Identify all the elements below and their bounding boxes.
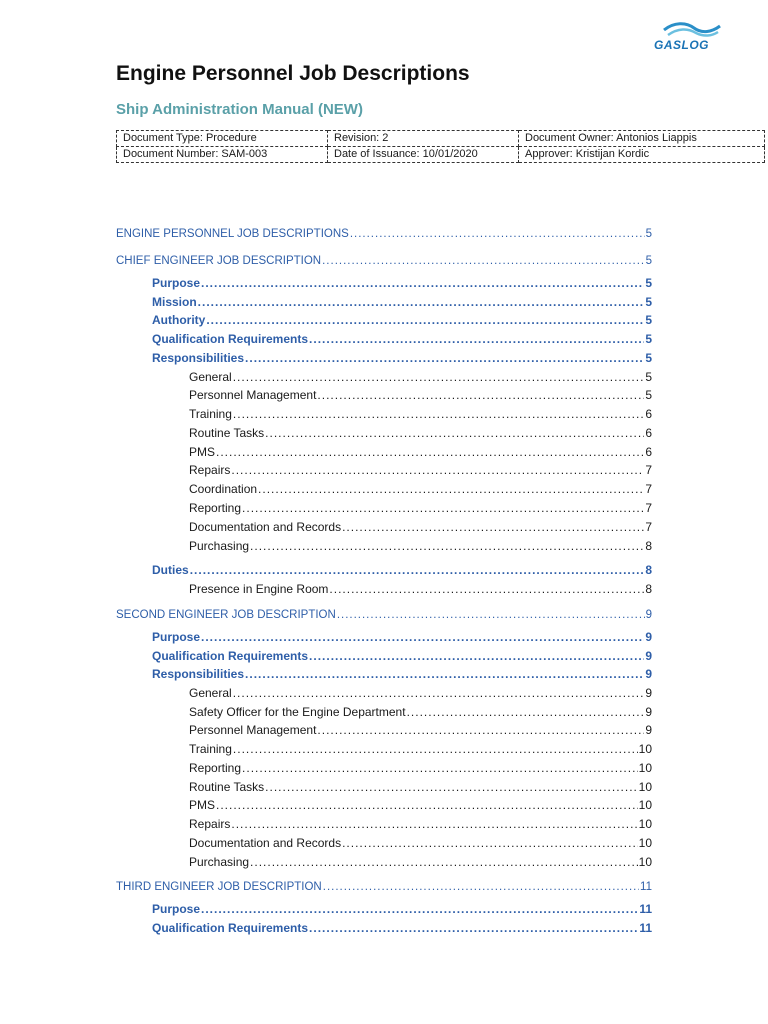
toc-entry[interactable] bbox=[189, 407, 652, 421]
toc-entry-page-number: 10 bbox=[638, 780, 652, 794]
toc-entry-page-number: 8 bbox=[645, 563, 652, 577]
toc-entry-label: Purpose bbox=[152, 902, 201, 916]
document-type-cell: Document Type: Procedure bbox=[117, 131, 328, 147]
toc-entry[interactable] bbox=[189, 501, 652, 515]
toc-entry-page-number: 5 bbox=[645, 276, 652, 290]
toc-entry[interactable] bbox=[152, 313, 652, 327]
toc-entry-label: Training bbox=[189, 742, 232, 756]
toc-dot-leader bbox=[258, 482, 644, 496]
toc-entry[interactable] bbox=[152, 630, 652, 644]
toc-entry-label: Repairs bbox=[189, 817, 231, 831]
toc-dot-leader bbox=[342, 520, 644, 534]
toc-entry[interactable] bbox=[152, 902, 652, 916]
toc-entry-label: Responsibilities bbox=[152, 351, 245, 365]
toc-entry-page-number: 10 bbox=[638, 742, 652, 756]
document-title: Engine Personnel Job Descriptions bbox=[116, 62, 470, 85]
toc-entry-label: Authority bbox=[152, 313, 206, 327]
toc-entry-label: Reporting bbox=[189, 761, 242, 775]
toc-entry-label: Routine Tasks bbox=[189, 426, 265, 440]
toc-entry-label: Repairs bbox=[189, 463, 231, 477]
toc-dot-leader bbox=[242, 761, 638, 775]
toc-entry[interactable] bbox=[152, 351, 652, 365]
date-of-issuance-cell: Date of Issuance: 10/01/2020 bbox=[328, 147, 519, 163]
toc-entry-label: Safety Officer for the Engine Department bbox=[189, 705, 406, 719]
toc-dot-leader bbox=[242, 501, 644, 515]
toc-dot-leader bbox=[309, 921, 638, 935]
toc-entry-label: Purchasing bbox=[189, 539, 250, 553]
toc-entry-label: Purpose bbox=[152, 276, 201, 290]
toc-entry-page-number: 6 bbox=[645, 407, 652, 421]
toc-entry-label: ENGINE PERSONNEL JOB DESCRIPTIONS bbox=[116, 228, 349, 240]
toc-entry-page-number: 5 bbox=[645, 295, 652, 309]
toc-entry-label: Responsibilities bbox=[152, 667, 245, 681]
toc-entry[interactable] bbox=[152, 276, 652, 290]
toc-entry-page-number: 7 bbox=[645, 520, 652, 534]
toc-entry[interactable] bbox=[189, 761, 652, 775]
toc-entry[interactable] bbox=[152, 921, 652, 935]
toc-dot-leader bbox=[216, 445, 644, 459]
toc-dot-leader bbox=[245, 667, 644, 681]
toc-entry-page-number: 11 bbox=[640, 881, 652, 893]
toc-entry-page-number: 5 bbox=[645, 313, 652, 327]
toc-dot-leader bbox=[265, 780, 637, 794]
toc-entry-label: Personnel Management bbox=[189, 388, 317, 402]
toc-entry[interactable] bbox=[189, 723, 652, 737]
logo-text: GASLOG bbox=[654, 38, 710, 52]
toc-entry[interactable] bbox=[189, 582, 652, 596]
toc-dot-leader bbox=[201, 276, 644, 290]
toc-entry-label: General bbox=[189, 686, 232, 700]
toc-dot-leader bbox=[309, 649, 644, 663]
toc-dot-leader bbox=[245, 351, 644, 365]
toc-entry-label: Documentation and Records bbox=[189, 520, 342, 534]
toc-entry[interactable] bbox=[116, 228, 652, 240]
toc-entry[interactable] bbox=[189, 686, 652, 700]
toc-dot-leader bbox=[337, 609, 645, 621]
toc-entry[interactable] bbox=[189, 836, 652, 850]
toc-entry-label: PMS bbox=[189, 798, 216, 812]
toc-dot-leader bbox=[233, 370, 645, 384]
toc-dot-leader bbox=[323, 881, 639, 893]
toc-dot-leader bbox=[206, 313, 644, 327]
toc-entry-page-number: 10 bbox=[638, 761, 652, 775]
toc-entry-page-number: 9 bbox=[645, 686, 652, 700]
toc-entry-page-number: 9 bbox=[645, 649, 652, 663]
toc-entry-label: Qualification Requirements bbox=[152, 649, 309, 663]
toc-dot-leader bbox=[322, 255, 644, 267]
toc-entry-page-number: 5 bbox=[645, 351, 652, 365]
toc-dot-leader bbox=[265, 426, 644, 440]
toc-entry-label: Routine Tasks bbox=[189, 780, 265, 794]
toc-dot-leader bbox=[198, 295, 645, 309]
toc-entry-label: Documentation and Records bbox=[189, 836, 342, 850]
toc-dot-leader bbox=[329, 582, 644, 596]
toc-dot-leader bbox=[216, 798, 638, 812]
toc-dot-leader bbox=[309, 332, 644, 346]
toc-dot-leader bbox=[317, 388, 644, 402]
toc-entry-label: Qualification Requirements bbox=[152, 332, 309, 346]
toc-dot-leader bbox=[317, 723, 644, 737]
document-owner-cell: Document Owner: Antonios Liappis bbox=[519, 131, 765, 147]
toc-entry-page-number: 5 bbox=[645, 388, 652, 402]
toc-entry[interactable] bbox=[189, 798, 652, 812]
toc-dot-leader bbox=[233, 686, 645, 700]
toc-entry-page-number: 7 bbox=[645, 463, 652, 477]
toc-entry-page-number: 7 bbox=[645, 482, 652, 496]
toc-entry[interactable] bbox=[152, 649, 652, 663]
toc-entry-page-number: 10 bbox=[638, 836, 652, 850]
toc-entry[interactable] bbox=[152, 667, 652, 681]
toc-entry[interactable] bbox=[189, 388, 652, 402]
toc-dot-leader bbox=[231, 463, 644, 477]
toc-entry-page-number: 9 bbox=[645, 705, 652, 719]
toc-entry-label: PMS bbox=[189, 445, 216, 459]
toc-entry-page-number: 9 bbox=[645, 630, 652, 644]
toc-entry-label: Presence in Engine Room bbox=[189, 582, 329, 596]
toc-entry-page-number: 7 bbox=[645, 501, 652, 515]
toc-entry-page-number: 5 bbox=[645, 370, 652, 384]
toc-entry[interactable] bbox=[189, 426, 652, 440]
toc-entry[interactable] bbox=[189, 463, 652, 477]
toc-entry-page-number: 8 bbox=[645, 539, 652, 553]
toc-dot-leader bbox=[201, 630, 644, 644]
approver-cell: Approver: Kristijan Kordic bbox=[519, 147, 765, 163]
toc-entry-page-number: 9 bbox=[645, 609, 652, 621]
toc-dot-leader bbox=[250, 539, 644, 553]
toc-dot-leader bbox=[233, 742, 638, 756]
toc-entry-page-number: 5 bbox=[645, 332, 652, 346]
toc-entry-page-number: 9 bbox=[645, 723, 652, 737]
toc-entry-label: Duties bbox=[152, 563, 189, 577]
toc-entry-label: Coordination bbox=[189, 482, 258, 496]
toc-entry[interactable] bbox=[152, 295, 652, 309]
toc-entry-label: Personnel Management bbox=[189, 723, 317, 737]
toc-entry-page-number: 9 bbox=[645, 667, 652, 681]
toc-entry[interactable] bbox=[116, 255, 652, 267]
toc-dot-leader bbox=[201, 902, 638, 916]
revision-cell: Revision: 2 bbox=[328, 131, 519, 147]
toc-entry[interactable] bbox=[189, 705, 652, 719]
toc-entry-page-number: 11 bbox=[639, 902, 652, 916]
toc-dot-leader bbox=[350, 228, 645, 240]
document-subtitle: Ship Administration Manual (NEW) bbox=[116, 101, 363, 118]
toc-entry-label: Reporting bbox=[189, 501, 242, 515]
toc-entry-label: Training bbox=[189, 407, 232, 421]
toc-dot-leader bbox=[233, 407, 644, 421]
toc-entry-label: Mission bbox=[152, 295, 197, 309]
toc-entry-page-number: 5 bbox=[645, 255, 652, 267]
toc-dot-leader bbox=[250, 855, 638, 869]
toc-entry-page-number: 5 bbox=[645, 228, 652, 240]
toc-entry[interactable] bbox=[116, 881, 652, 893]
toc-dot-leader bbox=[231, 817, 637, 831]
toc-dot-leader bbox=[190, 563, 645, 577]
toc-entry-page-number: 10 bbox=[638, 855, 652, 869]
toc-dot-leader bbox=[407, 705, 645, 719]
document-number-cell: Document Number: SAM-003 bbox=[117, 147, 328, 163]
toc-entry-page-number: 10 bbox=[638, 817, 652, 831]
toc-entry[interactable] bbox=[189, 855, 652, 869]
toc-entry-label: THIRD ENGINEER JOB DESCRIPTION bbox=[116, 881, 322, 893]
toc-entry[interactable] bbox=[189, 780, 652, 794]
toc-entry-label: Qualification Requirements bbox=[152, 921, 309, 935]
toc-entry[interactable] bbox=[189, 817, 652, 831]
toc-entry[interactable] bbox=[152, 332, 652, 346]
toc-entry[interactable] bbox=[189, 482, 652, 496]
toc-entry-page-number: 11 bbox=[639, 921, 652, 935]
toc-entry[interactable] bbox=[152, 563, 652, 577]
toc-entry-page-number: 6 bbox=[645, 445, 652, 459]
toc-entry-page-number: 8 bbox=[645, 582, 652, 596]
toc-entry-page-number: 10 bbox=[638, 798, 652, 812]
toc-entry-label: Purchasing bbox=[189, 855, 250, 869]
toc-entry-label: General bbox=[189, 370, 232, 384]
toc-entry[interactable] bbox=[189, 370, 652, 384]
toc-entry-label: Purpose bbox=[152, 630, 201, 644]
toc-entry-label: CHIEF ENGINEER JOB DESCRIPTION bbox=[116, 255, 322, 267]
toc-entry[interactable] bbox=[116, 609, 652, 621]
toc-entry[interactable] bbox=[189, 742, 652, 756]
toc-entry[interactable] bbox=[189, 445, 652, 459]
toc-entry-page-number: 6 bbox=[645, 426, 652, 440]
toc-entry-label: SECOND ENGINEER JOB DESCRIPTION bbox=[116, 609, 336, 621]
toc-entry[interactable] bbox=[189, 520, 652, 534]
toc-entry[interactable] bbox=[189, 539, 652, 553]
toc-dot-leader bbox=[342, 836, 638, 850]
